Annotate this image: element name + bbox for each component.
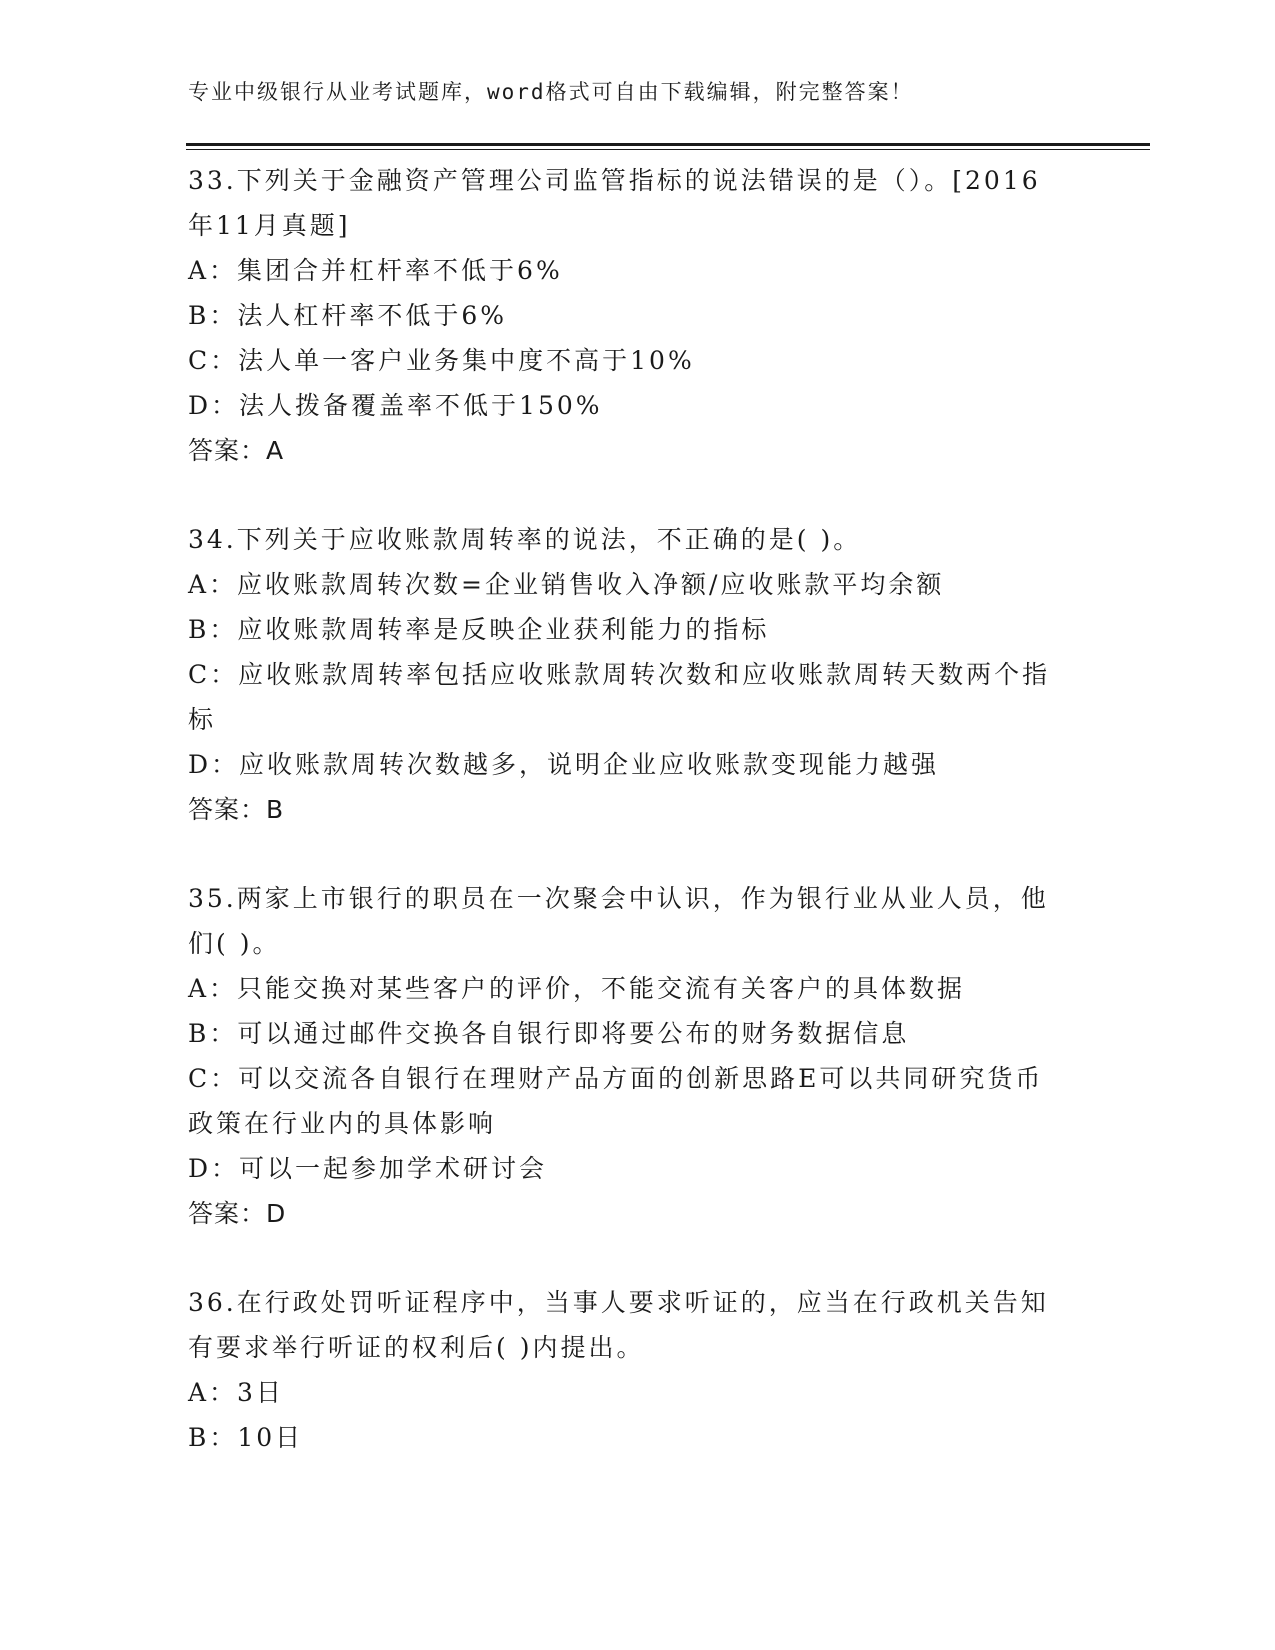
question-stem-line: 34.下列关于应收账款周转率的说法，不正确的是( )。 [188, 525, 862, 554]
option-b: B：应收账款周转率是反映企业获利能力的指标 [188, 615, 770, 644]
question-stem-line: 有要求举行听证的权利后( )内提出。 [188, 1333, 645, 1362]
question-34 [188, 517, 1088, 832]
option-a: A：应收账款周转次数=企业销售收入净额/应收账款平均余额 [188, 570, 945, 599]
answer-label: 答案：A [188, 436, 285, 465]
page-header: 专业中级银行从业考试题库，word格式可自由下载编辑，附完整答案！ [188, 80, 914, 104]
question-stem-line: 年11月真题] [188, 211, 351, 240]
question-gap [188, 1236, 1088, 1280]
question-stem-line: 36.在行政处罚听证程序中，当事人要求听证的，应当在行政机关告知 [188, 1288, 1049, 1317]
option-d: D：可以一起参加学术研讨会 [188, 1154, 548, 1183]
option-d: D：法人拨备覆盖率不低于150% [188, 391, 603, 420]
option-d: D：应收账款周转次数越多，说明企业应收账款变现能力越强 [188, 750, 940, 779]
option-c-continued: 政策在行业内的具体影响 [188, 1109, 497, 1138]
question-36 [188, 1280, 1088, 1460]
option-c: C：应收账款周转率包括应收账款周转次数和应收账款周转天数两个指 [188, 660, 1051, 689]
answer-label: 答案：D [188, 1199, 287, 1228]
option-a: A：集团合并杠杆率不低于6% [188, 256, 563, 285]
option-b: B：10日 [188, 1423, 304, 1452]
option-a: A：只能交换对某些客户的评价，不能交流有关客户的具体数据 [188, 974, 966, 1003]
header-rule-thick [186, 143, 1150, 146]
answer-label: 答案：B [188, 795, 285, 824]
question-gap [188, 832, 1088, 876]
option-c-continued: 标 [188, 705, 217, 734]
header-rule-thin [186, 149, 1150, 150]
question-stem-line: 33.下列关于金融资产管理公司监管指标的说法错误的是（）。[2016 [188, 166, 1041, 195]
question-list [188, 158, 1088, 1460]
option-c: C：法人单一客户业务集中度不高于10% [188, 346, 695, 375]
question-35 [188, 876, 1088, 1236]
question-stem-line: 35.两家上市银行的职员在一次聚会中认识，作为银行业从业人员，他 [188, 884, 1049, 913]
option-c: C：可以交流各自银行在理财产品方面的创新思路E可以共同研究货币 [188, 1064, 1044, 1093]
question-stem-line: 们( )。 [188, 929, 281, 958]
option-b: B：可以通过邮件交换各自银行即将要公布的财务数据信息 [188, 1019, 910, 1048]
option-b: B：法人杠杆率不低于6% [188, 301, 508, 330]
option-a: A：3日 [188, 1378, 284, 1407]
question-gap [188, 473, 1088, 517]
question-33 [188, 158, 1088, 473]
